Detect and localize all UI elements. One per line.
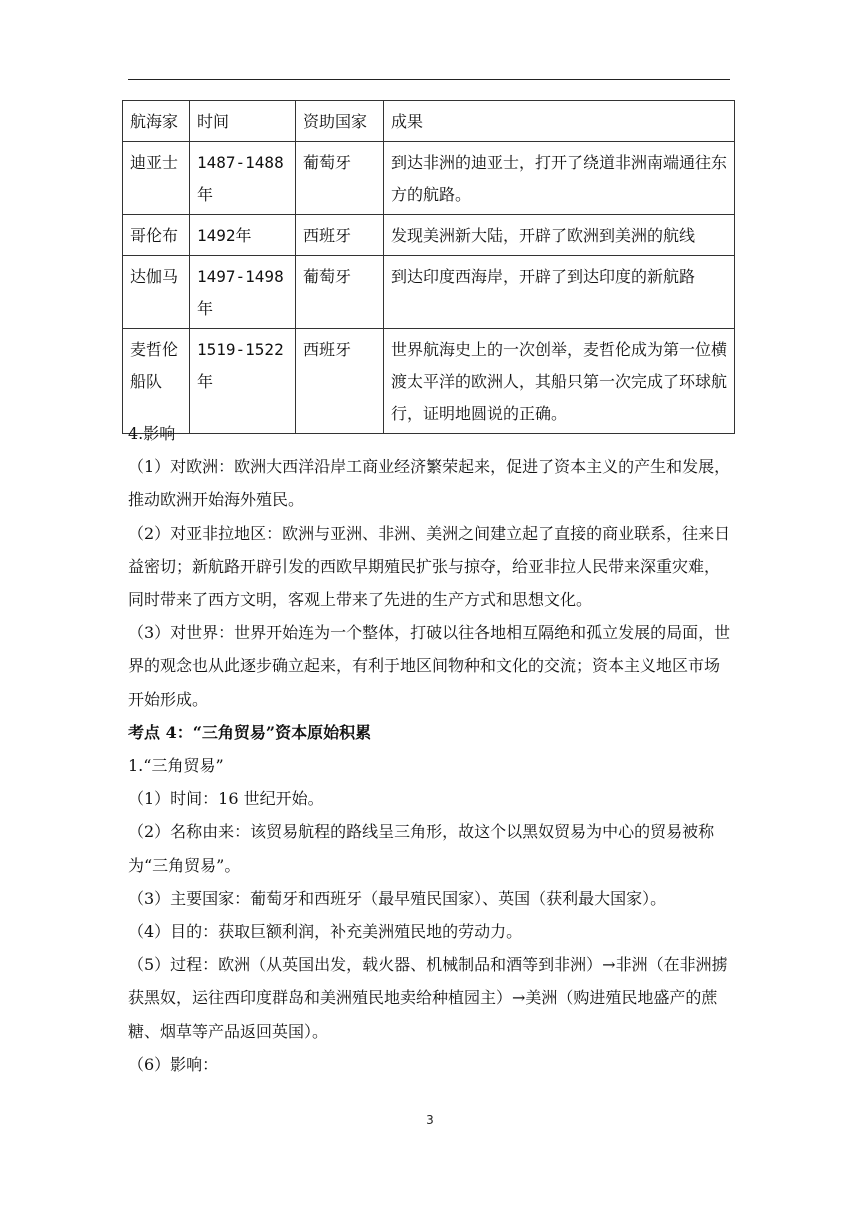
paragraph: （3）对世界：世界开始连为一个整体，打破以往各地相互隔绝和孤立发展的局面，世界的观念也从此逐步确立起来，有利于地区间物种和文化的交流；资本主义地区市场开始形成。 — [128, 623, 731, 709]
header-cell: 航海家 — [123, 101, 190, 142]
sub-heading: 1.“三角贸易” — [128, 756, 224, 776]
header-rule — [128, 79, 730, 80]
country-cell: 葡萄牙 — [296, 142, 384, 215]
table-row — [123, 215, 735, 256]
page-number: 3 — [426, 1113, 434, 1127]
paragraph: （6）影响： — [128, 1054, 219, 1074]
paragraph: （1）时间：16 世纪开始。 — [128, 789, 324, 809]
time-cell: 1497-1498年 — [190, 256, 296, 329]
result-cell: 世界航海史上的一次创举，麦哲伦成为第一位横渡太平洋的欧洲人，其船只第一次完成了环球航行，证明地圆说的正确。 — [384, 329, 735, 434]
time-cell: 1492年 — [190, 215, 296, 256]
paragraph: （3）主要国家：葡萄牙和西班牙（最早殖民国家）、英国（获利最大国家）。 — [128, 888, 667, 908]
table-row — [123, 142, 735, 215]
header-cell: 资助国家 — [296, 101, 384, 142]
header-cell: 成果 — [384, 101, 735, 142]
paragraph: （2）名称由来：该贸易航程的路线呈三角形，故这个以黑奴贸易为中心的贸易被称为“三角贸易”。 — [128, 822, 715, 875]
navigator-cell: 哥伦布 — [123, 215, 190, 256]
paragraph: （1）对欧洲：欧洲大西洋沿岸工商业经济繁荣起来，促进了资本主义的产生和发展，推动欧洲开始海外殖民。 — [128, 457, 731, 510]
paragraph: （4）目的：获取巨额利润，补充美洲殖民地的劳动力。 — [128, 922, 523, 942]
paragraph: （5）过程：欧洲（从英国出发，载火器、机械制品和酒等到非洲）→非洲（在非洲掳获黑奴，运往西印度群岛和美洲殖民地卖给种植园主）→美洲（购进殖民地盛产的蔗糖、烟草等产品返回英国）。 — [128, 955, 728, 1041]
country-cell: 葡萄牙 — [296, 256, 384, 329]
country-cell: 西班牙 — [296, 215, 384, 256]
navigator-cell: 麦哲伦船队 — [123, 329, 190, 434]
result-cell: 到达印度西海岸，开辟了到达印度的新航路 — [384, 256, 735, 329]
table-header-row — [123, 101, 735, 142]
paragraph: （2）对亚非拉地区：欧洲与亚洲、非洲、美洲之间建立起了直接的商业联系，往来日益密切；新航路开辟引发的西欧早期殖民扩张与掠夺，给亚非拉人民带来深重灾难，同时带来了西方文明，客观上带来了先进的生产方式和思想文化。 — [128, 523, 731, 610]
result-cell: 发现美洲新大陆，开辟了欧洲到美洲的航线 — [384, 215, 735, 256]
time-cell: 1487-1488年 — [190, 142, 296, 215]
result-cell: 到达非洲的迪亚士，打开了绕道非洲南端通往东方的航路。 — [384, 142, 735, 215]
table-row — [123, 256, 735, 329]
kaodian-heading: 考点 4：“三角贸易”资本原始积累 — [128, 722, 372, 742]
country-cell: 西班牙 — [296, 329, 384, 434]
document-body — [128, 417, 732, 1081]
navigator-cell: 迪亚士 — [123, 142, 190, 215]
header-cell: 时间 — [190, 101, 296, 142]
section-heading: 4.影响 — [128, 424, 176, 443]
navigator-cell: 达伽马 — [123, 256, 190, 329]
navigators-table — [122, 100, 735, 434]
time-cell: 1519-1522年 — [190, 329, 296, 434]
